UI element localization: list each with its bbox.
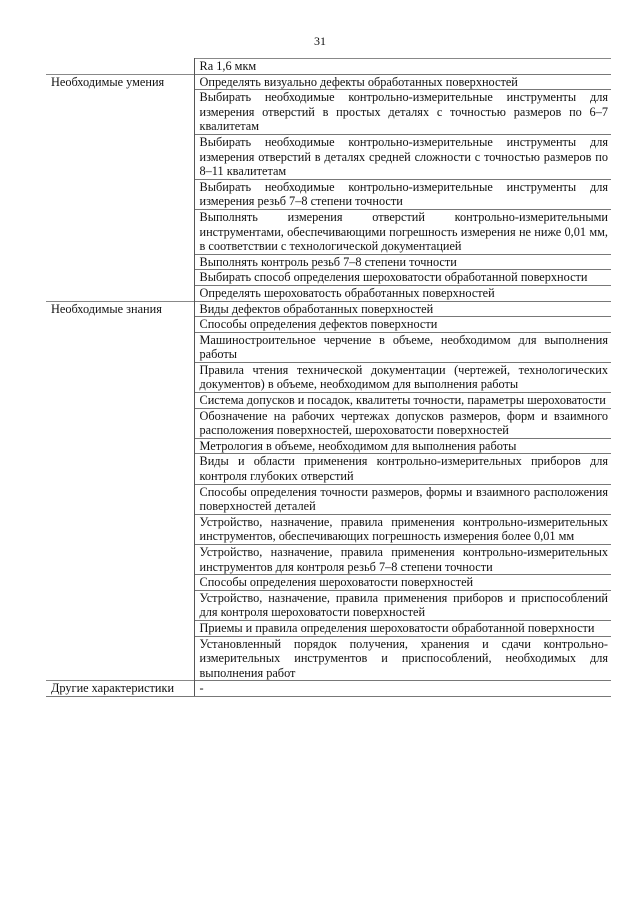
table-row [46, 514, 611, 544]
table-row [46, 317, 611, 333]
requirement-text: Приемы и правила определения шероховатости обработанной поверхности [194, 620, 611, 636]
requirement-text: - [194, 681, 611, 697]
table-row [46, 620, 611, 636]
requirement-text: Выполнять контроль резьб 7–8 степени точности [194, 254, 611, 270]
requirement-text: Ra 1,6 мкм [194, 59, 611, 75]
table-row [46, 59, 611, 75]
section-label [46, 393, 194, 409]
section-label [46, 484, 194, 514]
requirement-text: Выбирать способ определения шероховатости обработанной поверхности [194, 270, 611, 286]
table-row [46, 74, 611, 90]
requirement-text: Машиностроительное черчение в объеме, необходимом для выполнения работы [194, 332, 611, 362]
section-label [46, 59, 194, 75]
section-label [46, 545, 194, 575]
table-row [46, 484, 611, 514]
table-row [46, 362, 611, 392]
competency-table-body [46, 59, 611, 697]
section-label [46, 438, 194, 454]
section-label: Необходимые знания [46, 301, 194, 317]
requirement-text: Способы определения дефектов поверхности [194, 317, 611, 333]
table-row [46, 545, 611, 575]
table-row [46, 254, 611, 270]
section-label [46, 285, 194, 301]
table-row [46, 393, 611, 409]
requirement-text: Определять шероховатость обработанных поверхностей [194, 285, 611, 301]
requirement-text: Система допусков и посадок, квалитеты точности, параметры шероховатости [194, 393, 611, 409]
requirement-text: Обозначение на рабочих чертежах допусков размеров, форм и взаимного расположения поверхностей, шероховатости поверхностей [194, 408, 611, 438]
requirement-text: Метрология в объеме, необходимом для выполнения работы [194, 438, 611, 454]
section-label [46, 590, 194, 620]
table-row [46, 134, 611, 179]
competency-table [46, 58, 611, 697]
requirement-text: Способы определения точности размеров, формы и взаимного расположения поверхностей деталей [194, 484, 611, 514]
table-row [46, 454, 611, 484]
section-label: Необходимые умения [46, 74, 194, 90]
section-label [46, 209, 194, 254]
section-label [46, 270, 194, 286]
table-row [46, 438, 611, 454]
section-label [46, 179, 194, 209]
section-label [46, 408, 194, 438]
section-label [46, 454, 194, 484]
table-row [46, 636, 611, 681]
table-row [46, 301, 611, 317]
section-label: Другие характеристики [46, 681, 194, 697]
requirement-text: Устройство, назначение, правила применения контрольно-измерительных инструментов для контроля резьб 7–8 степени точности [194, 545, 611, 575]
section-label [46, 362, 194, 392]
section-label [46, 317, 194, 333]
table-row [46, 285, 611, 301]
section-label [46, 514, 194, 544]
page-number: 31 [314, 34, 326, 48]
requirement-text: Способы определения шероховатости поверхностей [194, 575, 611, 591]
requirement-text: Устройство, назначение, правила применения приборов и приспособлений для контроля шероховатости поверхностей [194, 590, 611, 620]
table-row [46, 270, 611, 286]
requirement-text: Выбирать необходимые контрольно-измерительные инструменты для измерения резьб 7–8 степени точности [194, 179, 611, 209]
requirement-text: Определять визуально дефекты обработанных поверхностей [194, 74, 611, 90]
section-label [46, 636, 194, 681]
section-label [46, 254, 194, 270]
table-row [46, 90, 611, 135]
section-label [46, 134, 194, 179]
table-row [46, 681, 611, 697]
section-label [46, 90, 194, 135]
table-row [46, 332, 611, 362]
requirement-text: Выбирать необходимые контрольно-измерительные инструменты для измерения отверстий в простых деталях с точностью размеров по 6–7 квалитетам [194, 90, 611, 135]
table-row [46, 408, 611, 438]
requirement-text: Выбирать необходимые контрольно-измерительные инструменты для измерения отверстий в деталях средней сложности с точностью размеров по 8–11 квалитетам [194, 134, 611, 179]
requirement-text: Правила чтения технической документации (чертежей, технологических документов) в объеме, необходимом для выполнения работы [194, 362, 611, 392]
table-row [46, 590, 611, 620]
requirement-text: Установленный порядок получения, хранения и сдачи контрольно-измерительных инструментов и приспособлений, необходимых для выполнения работ [194, 636, 611, 681]
requirement-text: Виды и области применения контрольно-измерительных приборов для контроля глубоких отверстий [194, 454, 611, 484]
table-row [46, 209, 611, 254]
section-label [46, 332, 194, 362]
section-label [46, 575, 194, 591]
table-row [46, 575, 611, 591]
table-row [46, 179, 611, 209]
requirement-text: Устройство, назначение, правила применения контрольно-измерительных инструментов, обеспечивающих погрешность измерения более 0,01 мм [194, 514, 611, 544]
requirement-text: Виды дефектов обработанных поверхностей [194, 301, 611, 317]
section-label [46, 620, 194, 636]
requirement-text: Выполнять измерения отверстий контрольно-измерительными инструментами, обеспечивающими погрешность измерения не ниже 0,01 мм, в соответствии с технологической документацией [194, 209, 611, 254]
